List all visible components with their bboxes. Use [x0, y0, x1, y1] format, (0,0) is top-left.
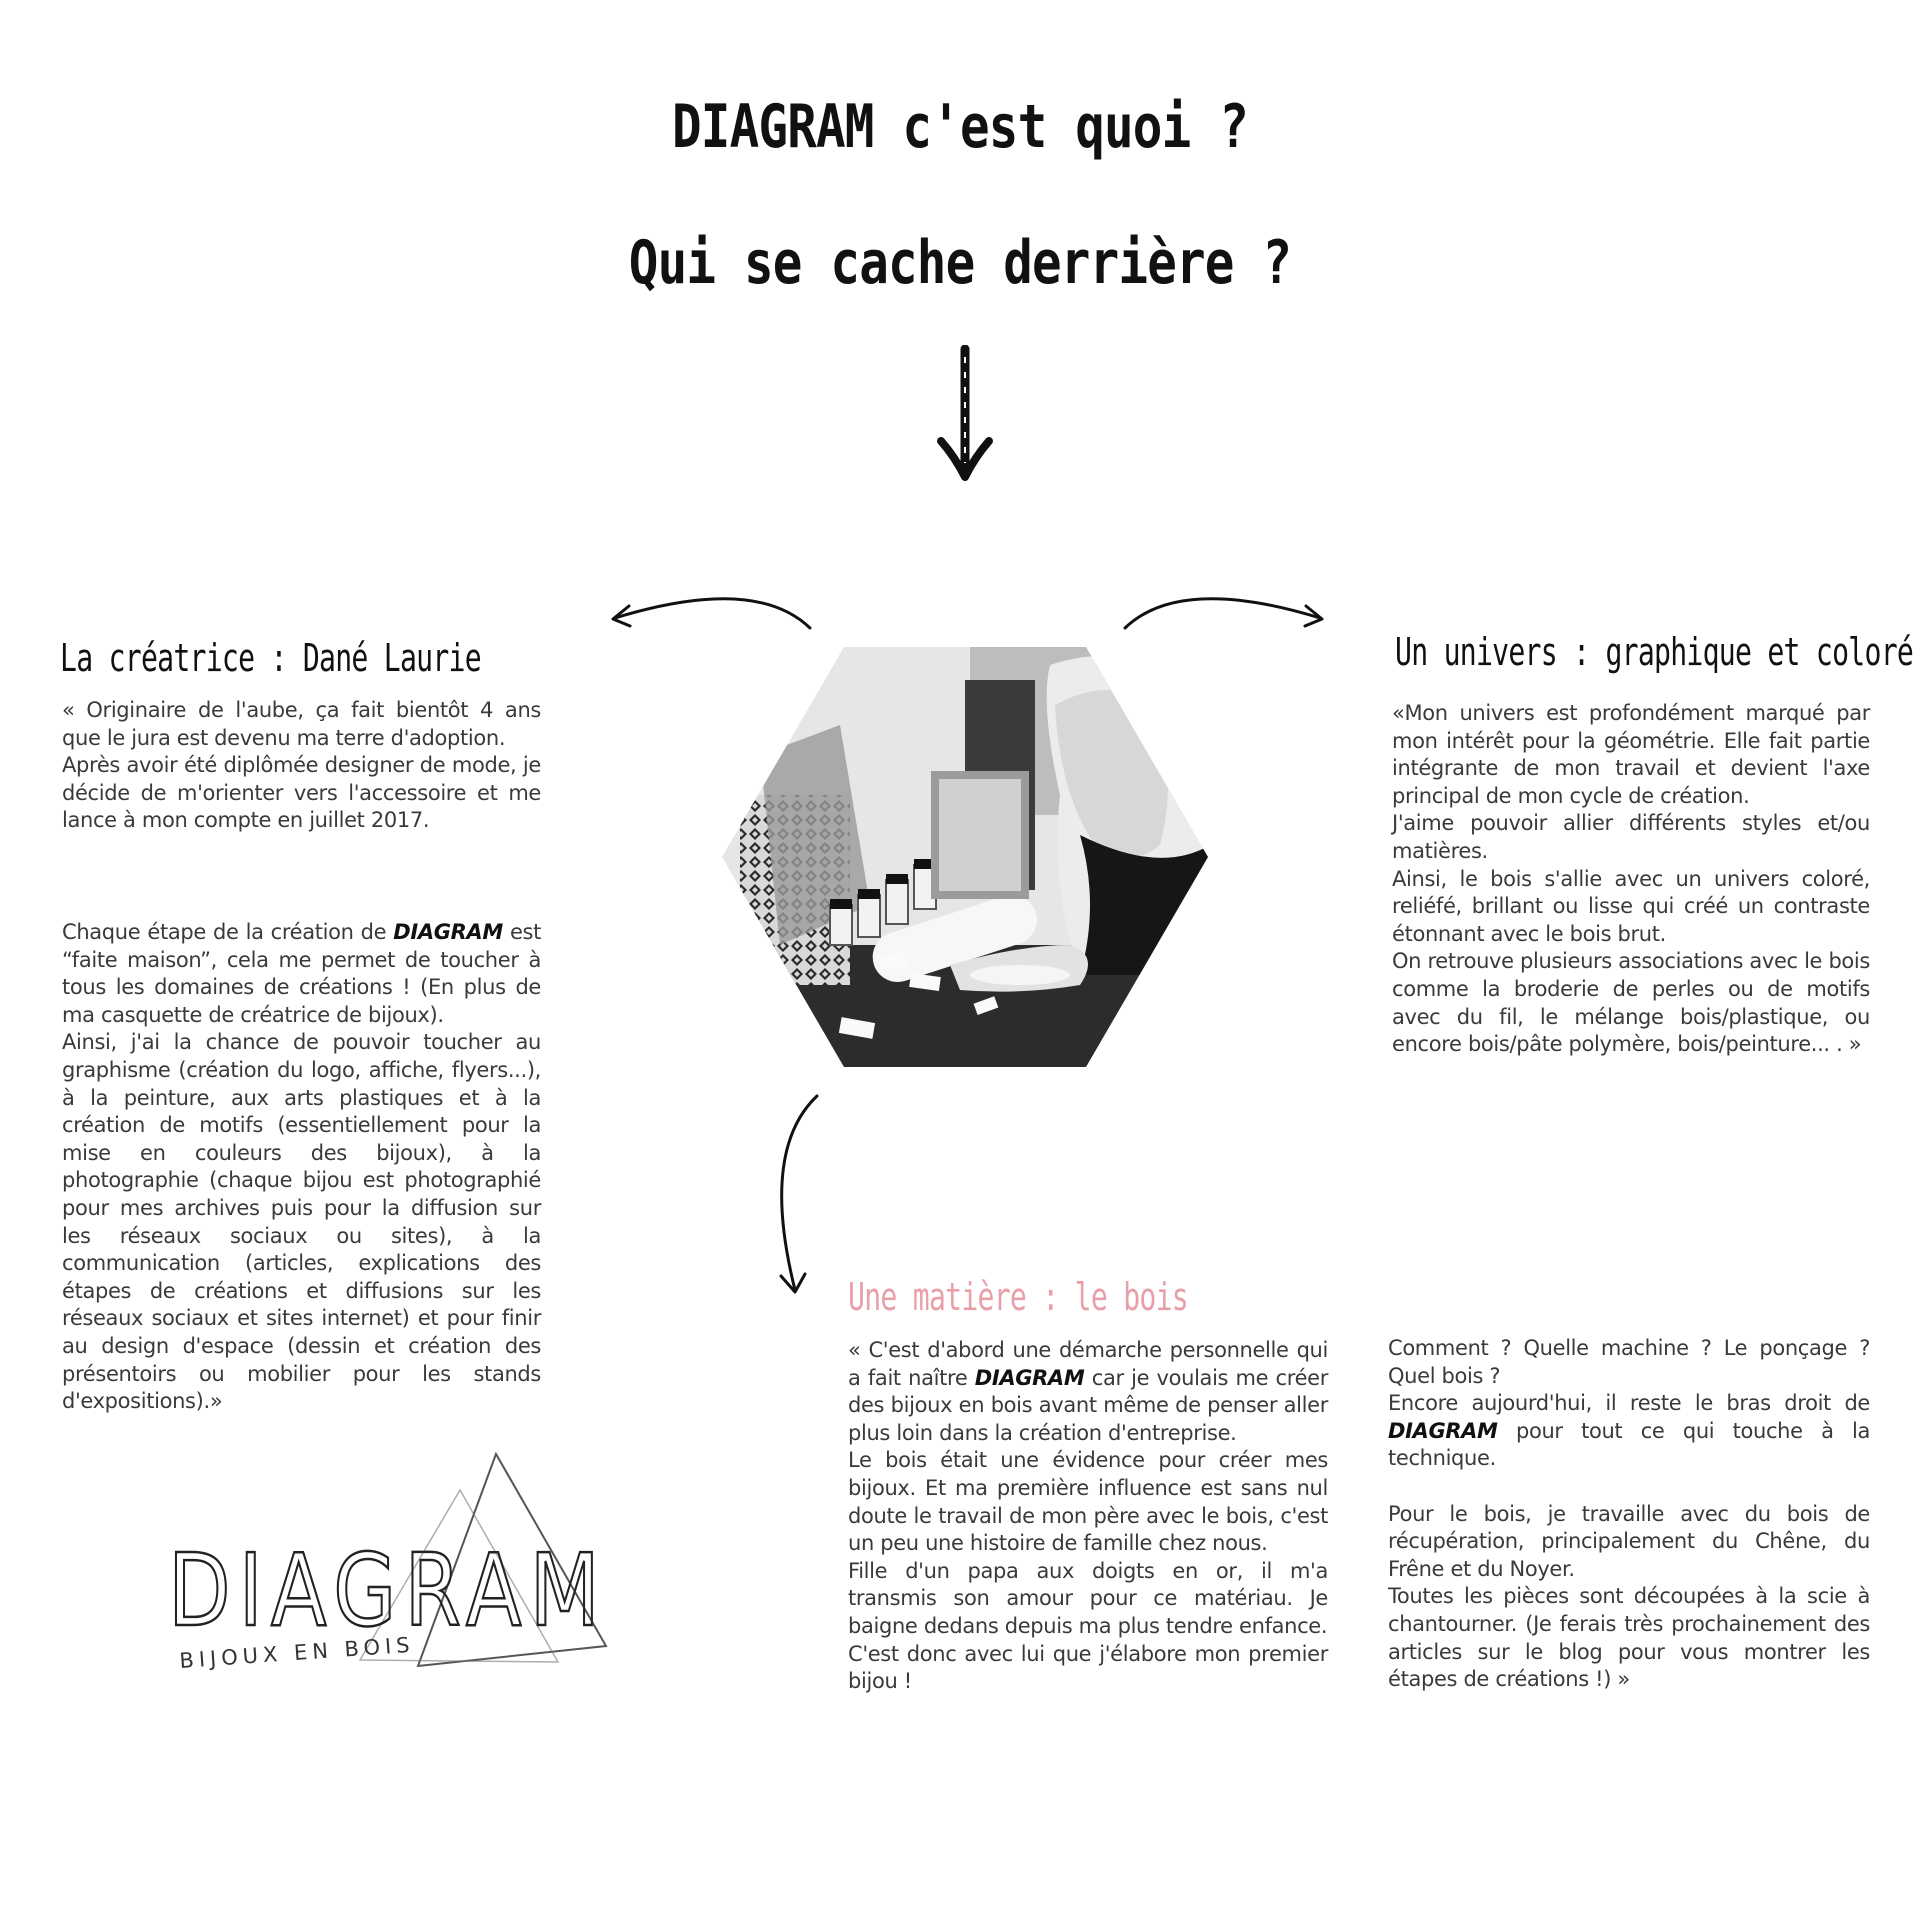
page-title: DIAGRAM c'est quoi ? — [671, 92, 1249, 162]
creator-intro — [62, 697, 541, 835]
creator-photo — [720, 645, 1210, 1070]
curved-arrow-left-icon — [605, 580, 825, 640]
material-paragraph: Fille d'un papa aux doigts en or, il m'a transmis son amour pour ce matériau. Je baigne dedans depuis ma plus tendre enfance. — [848, 1558, 1328, 1638]
universe-paragraph: J'aime pouvoir allier différents styles et/ou matières. — [1392, 811, 1870, 863]
material-paragraph: Le bois était une évidence pour créer mes bijoux. Et ma première influence est sans nul doute le travail de mon père avec le bois, c'est un peu une histoire de famille chez nous. — [848, 1448, 1328, 1556]
brand-name: DIAGRAM — [393, 920, 503, 944]
curved-arrow-right-icon — [1115, 580, 1335, 640]
brand-name: DIAGRAM — [1388, 1418, 1498, 1443]
brand-name: DIAGRAM — [974, 1365, 1085, 1390]
material-text-right — [1388, 1335, 1870, 1694]
creator-heading: La créatrice : Dané Laurie — [60, 636, 481, 680]
page-subtitle: Qui se cache derrière ? — [628, 228, 1292, 298]
material-paragraph: Pour le bois, je travaille avec du bois de récupération, principalement du Chêne, du Frêne et du Noyer. — [1388, 1501, 1870, 1581]
creator-paragraph: Ainsi, j'ai la chance de pouvoir toucher au graphisme (création du logo, affiche, flyers...), à la peinture, aux arts plastiques et à la création de motifs (essentiellement pour la mise en couleurs des bijoux), à la photographie (chaque bijou est photographié pour mes archives puis pour la diffusion sur les réseaux sociaux ou sites), à la communication (articles, explications des étapes de créations et diffusions sur les réseaux sociaux et sites internet) et pour finir au design d'espace (dessin et création des présentoirs ou mobilier pour les stands d'expositions).» — [62, 1030, 541, 1414]
universe-paragraph: «Mon univers est profondément marqué par mon intérêt pour la géométrie. Elle fait partie intégrante de mon travail et devient l'axe principal de mon cycle de création. — [1392, 701, 1870, 808]
material-heading: Une matière : le bois — [848, 1275, 1188, 1319]
creator-paragraph: Après avoir été diplômée designer de mode, je décide de m'orienter vers l'accessoire et me lance à mon compte en juillet 2017. — [62, 753, 541, 833]
creator-paragraph: « Originaire de l'aube, ça fait bientôt 4 ans que le jura est devenu ma terre d'adoption. — [62, 698, 541, 750]
logo-tagline: BIJOUX EN BOIS — [178, 1632, 416, 1673]
universe-paragraph: Ainsi, le bois s'allie avec un univers coloré, reliéfé, brillant ou lisse qui créé un contraste étonnant avec le bois brut. — [1392, 866, 1870, 946]
paragraph-gap — [1388, 1473, 1870, 1501]
logo-wordmark: DIAGRAM — [168, 1532, 608, 1649]
material-text-left — [848, 1337, 1328, 1696]
material-paragraph: Encore aujourd'hui, il reste le bras droit de DIAGRAM pour tout ce qui touche à la technique. — [1388, 1391, 1870, 1471]
curved-arrow-down-icon — [755, 1090, 835, 1300]
material-paragraph: Toutes les pièces sont découpées à la scie à chantourner. (Je ferais très prochainement des articles sur le blog pour vous montrer les étapes de créations !) » — [1388, 1584, 1870, 1692]
creator-details — [62, 919, 541, 1416]
material-paragraph: « C'est d'abord une démarche personnelle qui a fait naître DIAGRAM car je voulais me créer des bijoux en bois avant même de penser aller plus loin dans la création d'entreprise. — [848, 1338, 1328, 1445]
down-arrow-icon — [935, 345, 995, 485]
material-paragraph: C'est donc avec lui que j'élabore mon premier bijou ! — [848, 1641, 1328, 1694]
universe-text — [1392, 700, 1870, 1059]
diagram-logo — [160, 1450, 620, 1680]
universe-heading: Un univers : graphique et coloré — [1395, 630, 1914, 674]
universe-paragraph: On retrouve plusieurs associations avec le bois comme la broderie de perles ou de motifs avec du fil, le mélange bois/plastique, ou encore bois/pâte polymère, bois/peinture... . » — [1392, 949, 1870, 1057]
creator-paragraph: Chaque étape de la création de DIAGRAM est “faite maison”, cela me permet de toucher à tous les domaines de créations ! (En plus de ma casquette de créatrice de bijoux). — [62, 920, 542, 1027]
material-paragraph: Comment ? Quelle machine ? Le ponçage ? Quel bois ? — [1388, 1336, 1870, 1388]
